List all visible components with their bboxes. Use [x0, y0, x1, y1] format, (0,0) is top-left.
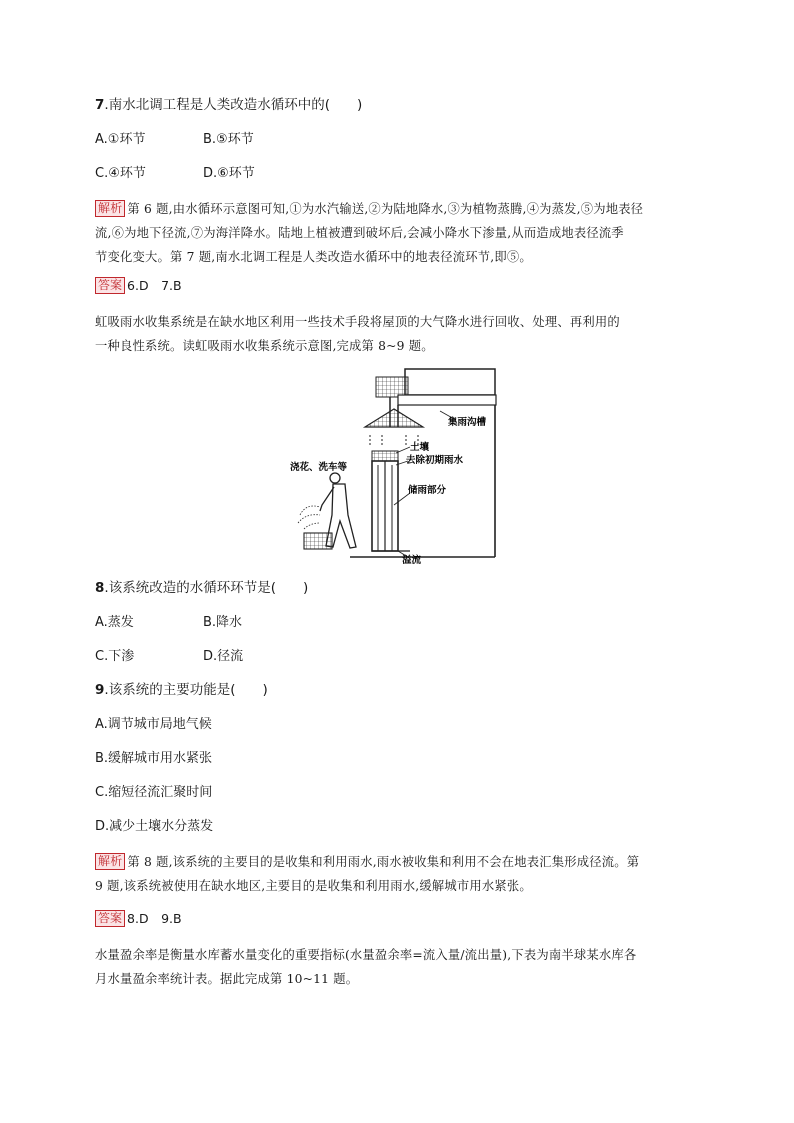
q7-option-c[interactable]: C.④环节 — [95, 166, 146, 181]
q7-option-d[interactable]: D.⑥环节 — [203, 166, 255, 181]
q8-option-c[interactable]: C.下渗 — [95, 649, 135, 664]
diagram-svg — [290, 365, 515, 565]
q9-option-a[interactable]: A.调节城市局地气候 — [95, 717, 212, 732]
q9-option-b[interactable]: B.缓解城市用水紧张 — [95, 751, 213, 766]
flower-box — [304, 533, 332, 549]
storage-label: 储雨部分 — [408, 485, 447, 496]
roof-parapet — [405, 369, 495, 395]
roof-mesh — [376, 377, 408, 397]
answer-tag: 答案 — [95, 910, 125, 927]
question-number: 7 — [95, 97, 105, 113]
q8-option-b[interactable]: B.降水 — [203, 615, 243, 630]
analysis-block-1 — [95, 197, 700, 269]
answer-value: 6.D 7.B — [127, 278, 182, 293]
water-spray — [298, 506, 320, 529]
soil-label: 土壤 — [410, 442, 430, 453]
question-number: 8 — [95, 580, 105, 596]
outro-line: 水量盈余率是衡量水库蓄水量变化的重要指标(水量盈余率=流入量/流出量),下表为南半球某水库各 — [95, 948, 637, 962]
outro-line: 月水量盈余率统计表。据此完成第 10~11 题。 — [95, 972, 359, 986]
remove-initial-label: 去除初期雨水 — [406, 455, 464, 466]
overflow-label: 溢流 — [402, 555, 422, 565]
answer-value: 8.D 9.B — [127, 911, 182, 926]
intro-paragraph — [95, 310, 700, 358]
analysis-tag: 解析 — [95, 200, 125, 217]
answer-block-1 — [95, 276, 182, 296]
gutter-label: 集雨沟槽 — [448, 417, 487, 428]
analysis-line: 流,⑥为地下径流,⑦为海洋降水。陆地上植被遭到破坏后,会减小降水下渗量,从而造成地表径流季 — [95, 226, 624, 240]
analysis-line: 第 6 题,由水循环示意图可知,①为水汽输送,②为陆地降水,③为植物蒸腾,④为蒸发,⑤为地表径 — [127, 202, 644, 216]
q9-option-c[interactable]: C.缩短径流汇聚时间 — [95, 785, 213, 800]
gutter — [398, 395, 496, 405]
question-text: .该系统的主要功能是( ) — [104, 682, 268, 698]
question-text: .该系统改造的水循环环节是( ) — [104, 580, 309, 596]
question-9-stem — [95, 680, 268, 700]
analysis-tag: 解析 — [95, 853, 125, 870]
q8-option-d[interactable]: D.径流 — [203, 649, 244, 664]
analysis-block-2 — [95, 850, 700, 898]
rainwater-system-diagram — [290, 365, 515, 565]
rain-hood — [365, 409, 423, 427]
question-number: 9 — [95, 682, 105, 698]
question-7-stem — [95, 95, 362, 115]
intro-line: 虹吸雨水收集系统是在缺水地区利用一些技术手段将屋顶的大气降水进行回收、处理、再利用的 — [95, 315, 620, 329]
q9-option-d[interactable]: D.减少土壤水分蒸发 — [95, 819, 214, 834]
q8-option-a[interactable]: A.蒸发 — [95, 615, 134, 630]
analysis-line: 节变化变大。第 7 题,南水北调工程是人类改造水循环中的地表径流环节,即⑤。 — [95, 250, 532, 264]
watering-label: 浇花、洗车等 — [290, 462, 348, 473]
answer-block-2 — [95, 909, 182, 929]
question-text: .南水北调工程是人类改造水循环中的( ) — [104, 97, 363, 113]
soil-layer — [372, 451, 398, 461]
analysis-line: 9 题,该系统被使用在缺水地区,主要目的是收集和利用雨水,缓解城市用水紧张。 — [95, 879, 532, 893]
outro-paragraph — [95, 943, 700, 991]
q7-option-a[interactable]: A.①环节 — [95, 132, 146, 147]
question-8-stem — [95, 578, 308, 598]
intro-line: 一种良性系统。读虹吸雨水收集系统示意图,完成第 8~9 题。 — [95, 339, 434, 353]
answer-tag: 答案 — [95, 277, 125, 294]
analysis-line: 第 8 题,该系统的主要目的是收集和利用雨水,雨水被收集和利用不会在地表汇集形成径流。第 — [127, 855, 640, 869]
q7-option-b[interactable]: B.⑤环节 — [203, 132, 254, 147]
